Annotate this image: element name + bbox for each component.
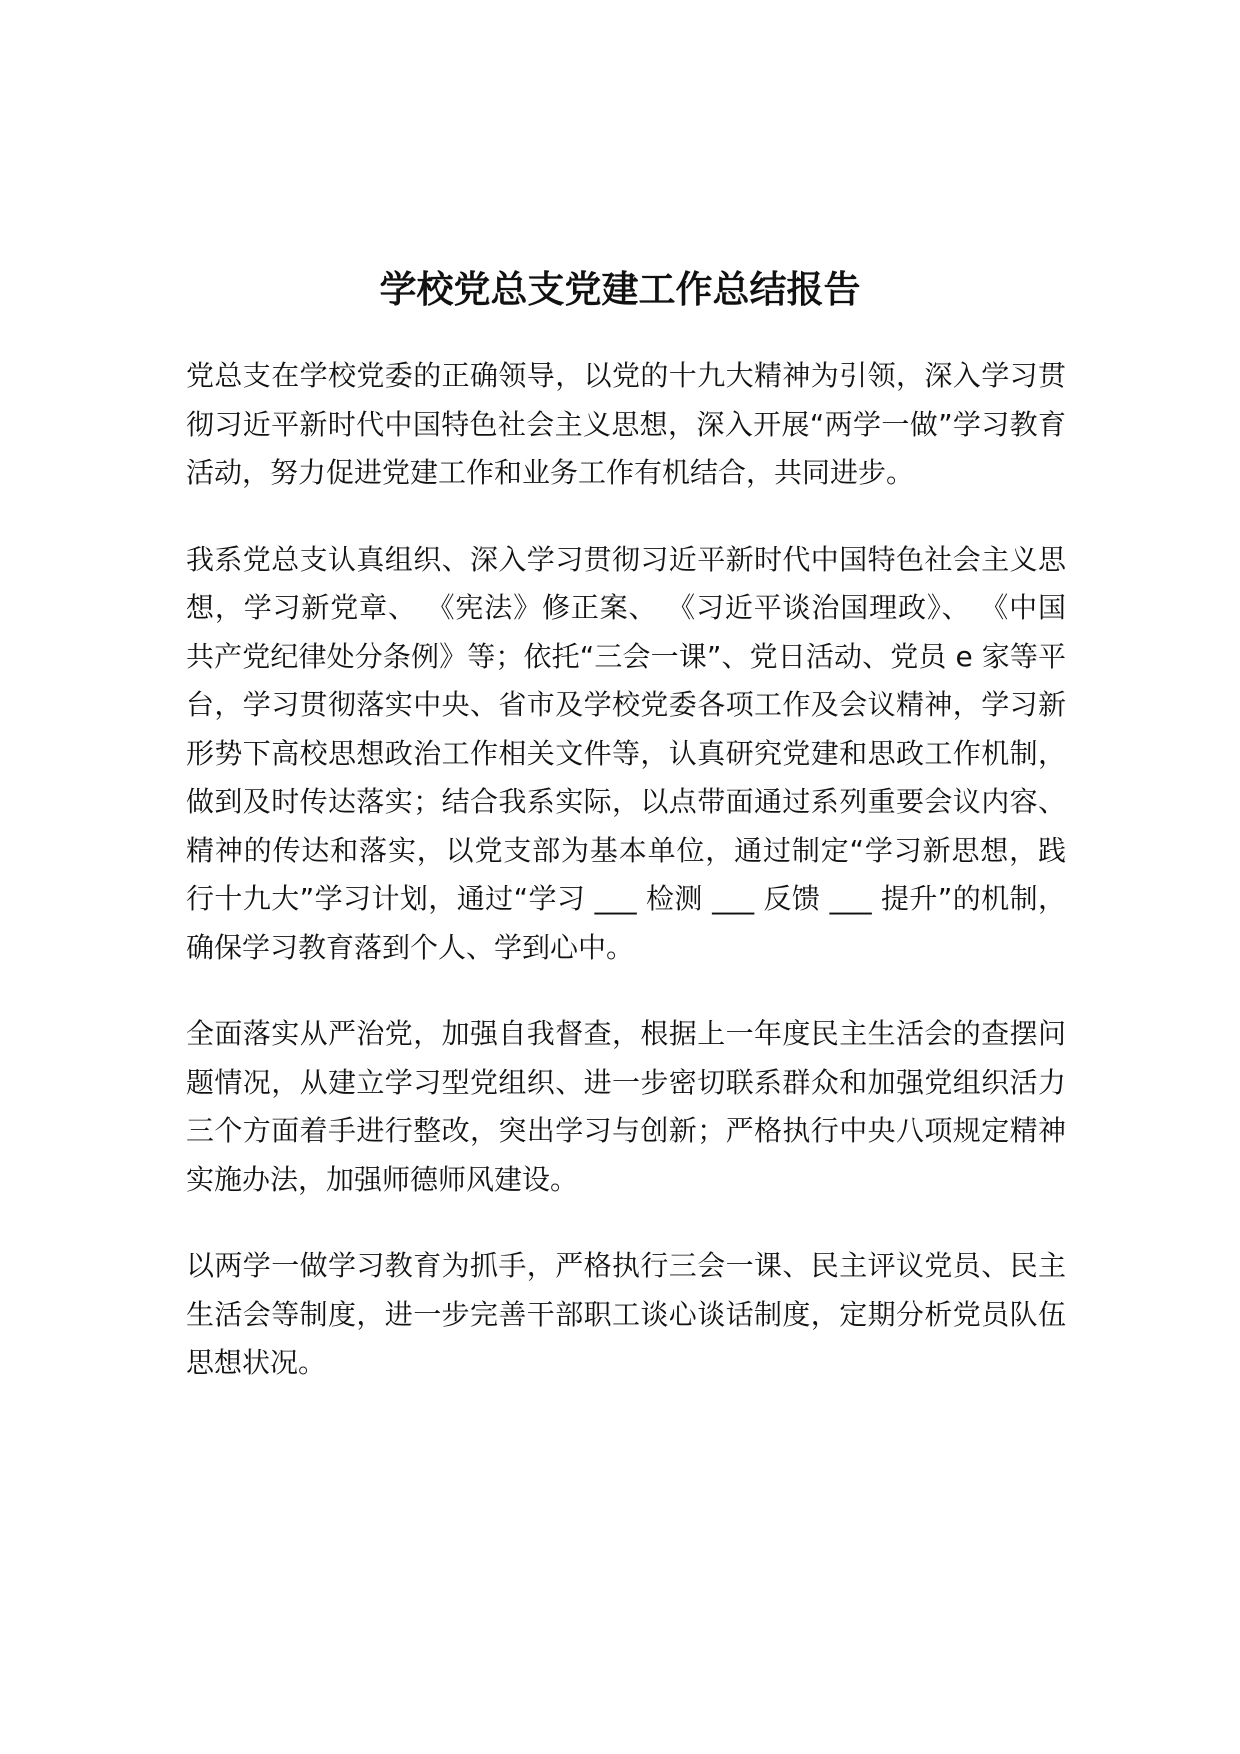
paragraph-intro: 党总支在学校党委的正确领导，以党的十九大精神为引领，深入学习贯彻习近平新时代中国特色社会主义思想，深入开展“两学一做”学习教育活动，努力促进党建工作和业务工作有机结合，共同进步。 [186, 359, 1066, 489]
paragraph-study: 我系党总支认真组织、深入学习贯彻习近平新时代中国特色社会主义思想，学习新党章、 《宪法》修正案、 《习近平谈治国理政》、 《中国共产党纪律处分条例》等；依托“三会一课”、党日活动、党员 e 家等平台，学习贯彻落实中央、省市及学校党委各项工作及会议精神，学习新形势下高校思想政治工作相关文件等，认真研究党建和思政工作机制，做到及时传达落实；结合我系实际，以点带面通过系列重要会议内容、精神的传达和落实，以党支部为基本单位，通过制定“学习新思想，践行十九大”学习计划，通过“学习 ___ 检测 ___ 反馈 ___ 提升”的机制，确保学习教育落到个人、学到心中。 [186, 542, 1066, 964]
document-body [186, 352, 1066, 1426]
document-title: 学校党总支党建工作总结报告 [379, 268, 861, 311]
paragraph-education: 以两学一做学习教育为抓手，严格执行三会一课、民主评议党员、民主生活会等制度，进一步完善干部职工谈心谈话制度，定期分析党员队伍思想状况。 [186, 1249, 1066, 1379]
paragraph-discipline: 全面落实从严治党，加强自我督查，根据上一年度民主生活会的查摆问题情况，从建立学习型党组织、进一步密切联系群众和加强党组织活力三个方面着手进行整改，突出学习与创新；严格执行中央八项规定精神实施办法，加强师德师风建设。 [186, 1017, 1066, 1196]
